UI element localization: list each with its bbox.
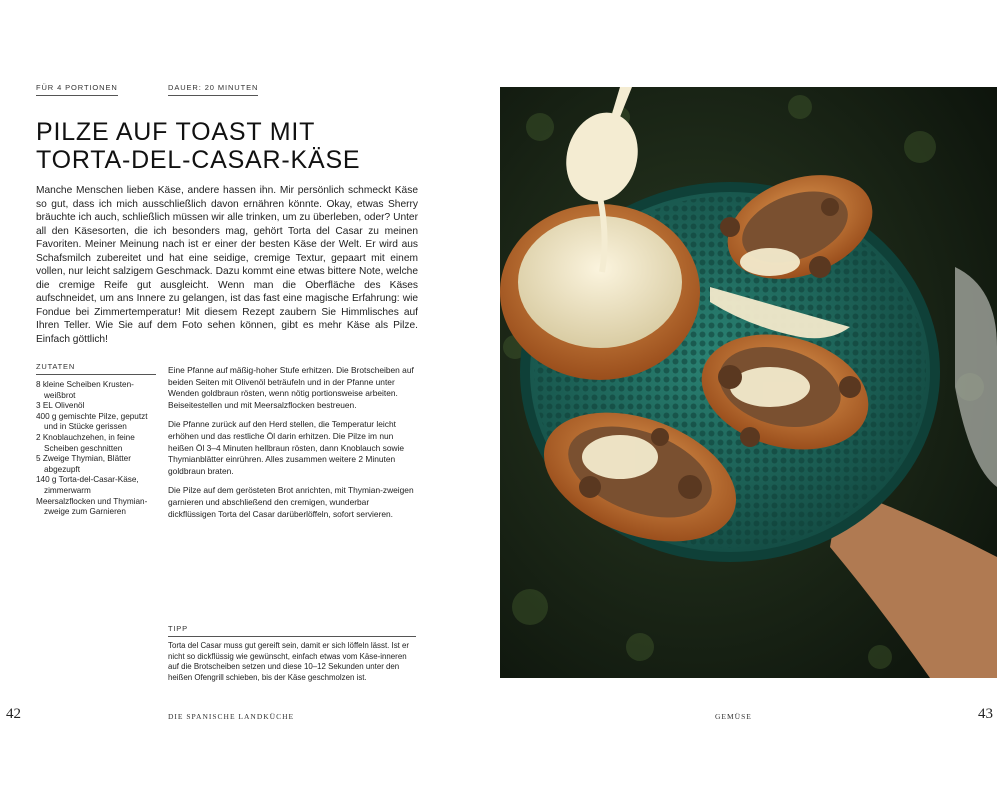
dish-photo: [500, 87, 997, 678]
tip-text: Torta del Casar muss gut gereift sein, damit er sich löffeln lässt. Ist er nicht so dickflüssig wie gewünscht, einfach etwas vom Käse-inneren auf die Brotscheiben setzen und diese 10–12 Sekunden unter den heißen Ofengrill schieben, bis der Käse geschmolzen ist.: [168, 641, 410, 682]
ingredient-item: 140 g Torta-del-Casar-Käse, zimmerwarm: [36, 475, 139, 495]
dish-photo-illustration: [500, 87, 997, 678]
ingredient-item: 8 kleine Scheiben Krusten-weißbrot: [36, 380, 134, 400]
method-step-3: Die Pilze auf dem gerösteten Brot anrichten, mit Thymian-zweigen garnieren und abschließend den cremigen, wunderbar dickflüssigen Torta del Casar darüberlöffeln, sofort servieren.: [168, 485, 414, 519]
recipe-title: [36, 118, 360, 174]
ingredient-item: Meersalzflocken und Thymian-zweige zum Garnieren: [36, 496, 148, 517]
tip-heading: TIPP: [168, 624, 416, 637]
tip-box: [168, 624, 416, 683]
ingredient-item: 3 EL Olivenöl: [36, 401, 85, 411]
method-step-2: Die Pfanne zurück auf den Herd stellen, die Temperatur leicht erhöhen und das restliche Öl darin erhitzen. Die Pilze im nun heißen Öl 3–4 Minuten hellbraun rösten, dann Knoblauch sowie Thymianblätter einrühren. Alles zusammen weitere 2 Minuten goldbraun braten.: [168, 419, 405, 476]
ingredient-item: 400 g gemischte Pilze, geputzt und in Stücke gerissen: [36, 411, 148, 432]
running-head-left: DIE SPANISCHE LANDKÜCHE: [168, 712, 295, 721]
recipe-title-line-2: TORTA-DEL-CASAR-KÄSE: [36, 146, 361, 174]
melted-cheese: [518, 216, 682, 348]
ingredient-item: 2 Knoblauchzehen, in feine Scheiben geschnitten: [36, 432, 135, 453]
duration-label: DAUER: 20 MINUTEN: [168, 83, 258, 96]
ingredients-section: [36, 362, 156, 518]
ingredients-heading: ZUTATEN: [36, 362, 156, 375]
page-number-right: 43: [978, 706, 993, 722]
page-number-left: 42: [6, 706, 21, 722]
running-head-right: GEMÜSE: [715, 712, 752, 721]
servings-label: FÜR 4 PORTIONEN: [36, 83, 118, 96]
method-steps: [168, 365, 416, 528]
ingredient-item: 5 Zweige Thymian, Blätter abgezupft: [36, 454, 131, 474]
method-step-1: Eine Pfanne auf mäßig-hoher Stufe erhitzen. Die Brotscheiben auf beiden Seiten mit Olivenöl beträufeln und in der Pfanne unter Wenden goldbraun rösten, wenn nötig portionsweise arbeiten. Beiseitestellen und mit Meersalzflocken bestreuen.: [168, 365, 414, 410]
intro-paragraph: Manche Menschen lieben Käse, andere hassen ihn. Mir persönlich schmeckt Käse so gut, dass ich mich ausschließlich davon ernähren könnte. Okay, etwas Sherry bräuchte ich auch, schließlich müssen wir alle trinken, um zu überleben, oder? Unter all den Käsesorten, die ich besonders mag, gehört Torta del Casar zu meinen Favoriten. Meiner Meinung nach ist er einer der besten Käse der Welt. Er wird aus Schafsmilch zubereitet und hat eine seidige, cremige Textur, gepaart mit einem vollen, nur leicht salzigem Geschmack. Dazu kommt eine etwas bittere Note, welche die cremige Reife gut ausgleicht. Wenn man die Oberfläche des Käses aufschneidet, um ans Innere zu gelangen, ist das fast eine magische Erfahrung: wie Fondue bei Zimmertemperatur! Mit diesem Rezept zaubern Sie Himmlisches auf Ihren Teller. Wie Sie auf dem Foto sehen können, gibt es mehr Käse als Pilze. Einfach göttlich!: [36, 185, 418, 345]
ingredients-list: [36, 380, 156, 518]
recipe-title-line-1: PILZE AUF TOAST MIT: [36, 118, 316, 146]
